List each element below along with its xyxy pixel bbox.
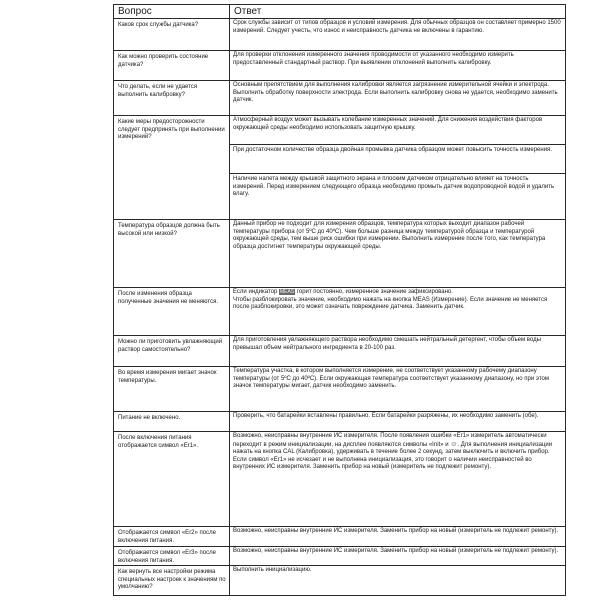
table-row (114, 527, 566, 547)
answer-cell: Температура участка, в котором выполняется измерение, не соответствует указанному рабочему диапазону температуры (от 5ºC до 40ºC). Если окружающая температура соответствует указанному диапазону, но при этом значок температуры мигает, датчик необходимо заменить. (230, 367, 566, 412)
question-cell: Температура образцов должна быть высокой или низкой? (114, 220, 230, 288)
meas-indicator: MEAS (279, 289, 295, 295)
table-row (114, 336, 566, 367)
answer-text: . Для выполнения инициализации нажать на кнопка CAL (Калибровка), удерживать в течение более 2 секунд, затем выключить и включить прибор. Если символ «Er1» не исчезает и не выполнена инициализация, это говорит о наличии неисправностей во внутренних ИС измерителя. Заменить прибор на новый (измеритель не подлежит ремонту). (233, 441, 553, 471)
question-cell: Отображается символ «Er2» после включения питания. (114, 527, 230, 547)
question-cell: Во время измерения мигает значок температуры. (114, 367, 230, 412)
table-row (114, 367, 566, 412)
table-row (114, 220, 566, 288)
answer-cell: Для проверки отклонения измеренного значения проводимости от указанного необходимо измерить предоставленный стандартный раствор. При выявлении отклонений выполнить калибровку. (230, 51, 566, 81)
question-cell: Как вернуть все настройки режима специальных настроек к значениям по умолчанию? (114, 566, 230, 596)
answer-cell (230, 432, 566, 527)
question-cell: Питание не включено. (114, 412, 230, 432)
answer-cell: Выполнить инициализацию. (230, 566, 566, 596)
answer-cell: Данный прибор не подходит для измерения образцов, температура которых выходит диапазон рабочей температуры прибора (от 5ºC до 40ºC). Чем больше разница между температурой образца и температурой окружающей среды, тем выше риск ошибки при измерении. Выполнить измерение после того, как температура образца достигнет температуры окружающей среды. (230, 220, 566, 288)
answer-cell: Возможно, неисправны внутренние ИС измерителя. Заменить прибор на новый (измеритель не подлежит ремонту). (230, 547, 566, 566)
answer-text: Возможно, неисправны внутренние ИС измерителя. После появления ошибки «Er1» измеритель автоматически переходит в режим инициализации, на дисплее появляются символы «Init» и (233, 433, 547, 448)
table-row (114, 81, 566, 116)
table-row (114, 51, 566, 81)
table-row (114, 566, 566, 596)
question-column-header: Вопрос (114, 5, 230, 19)
faq-table (113, 4, 566, 596)
question-cell: После включения питания отображается символ «Er1». (114, 432, 230, 527)
question-cell: После изменения образца полученные значения не меняются. (114, 288, 230, 336)
answer-cell: При достаточном количестве образца двойная промывка датчика образцом может повысить точность измерения. (230, 145, 566, 174)
table-row (114, 288, 566, 336)
table-header-row (114, 5, 566, 19)
question-cell: Какие меры предосторожности следует предпринять при выполнении измерений? (114, 116, 230, 220)
table-row (114, 432, 566, 527)
table-row (114, 19, 566, 51)
answer-text: горит постоянно, измеренное значение зафиксировано. (296, 289, 453, 295)
table-row (114, 547, 566, 566)
question-cell: Что делать, если не удается выполнить калибровку? (114, 81, 230, 116)
answer-text: Если индикатор (233, 289, 278, 295)
table-row (114, 412, 566, 432)
table-row (114, 116, 566, 145)
answer-cell: Основным препятствием для выполнения калибровки является загрязнение измерительной ячейки и электрода. Выполнить обработку поверхности электрода. Если выполнить калибровку снова не удается, необходимо заменить датчик. (230, 81, 566, 116)
smiley-icon: ☺ (450, 440, 458, 448)
answer-cell: Наличие налета между крышкой защитного экрана и плоским датчиком отрицательно влияет на точность измерений. Перед измерением следующего образца необходимо промыть датчик водопроводной водой и удалить влагу. (230, 174, 566, 220)
question-cell: Отображается символ «Er3» после включения питания. (114, 547, 230, 566)
answer-cell: Для приготовления увлажняющего раствора необходимо смешать нейтральный детергент, чтобы объем воды превышал объем нейтрального ингредиента в 20-100 раз. (230, 336, 566, 367)
question-cell: Можно ли приготовить увлажняющий раствор самостоятельно? (114, 336, 230, 367)
question-cell: Как можно проверить состояние датчика? (114, 51, 230, 81)
answer-column-header: Ответ (230, 5, 566, 19)
answer-cell: Атмосферный воздух может вызывать колебание измеренных значений. Для снижения воздействия факторов окружающей среды необходимо использовать защитную крышку. (230, 116, 566, 145)
answer-text: Чтобы разблокировать значение, необходимо нажать на кнопка MEAS (Измерение). Если значение не меняется после разблокировки, это может означать повреждение датчика. Заменить датчик. (233, 296, 548, 311)
answer-cell: Возможно, неисправны внутренние ИС измерителя. Заменить прибор на новый (измеритель не подлежит ремонту). (230, 527, 566, 547)
answer-cell: Проверить, что батарейки вставлены правильно. Если батарейки разряжены, их необходимо заменить (обе). (230, 412, 566, 432)
answer-cell: Срок службы зависит от типов образцов и условий измерения. Для обычных образцов он составляет примерно 1500 измерений. Следует учесть, что износ и неисправность датчика не включены в гарантию. (230, 19, 566, 51)
question-cell: Каков срок службы датчика? (114, 19, 230, 51)
answer-cell (230, 288, 566, 336)
